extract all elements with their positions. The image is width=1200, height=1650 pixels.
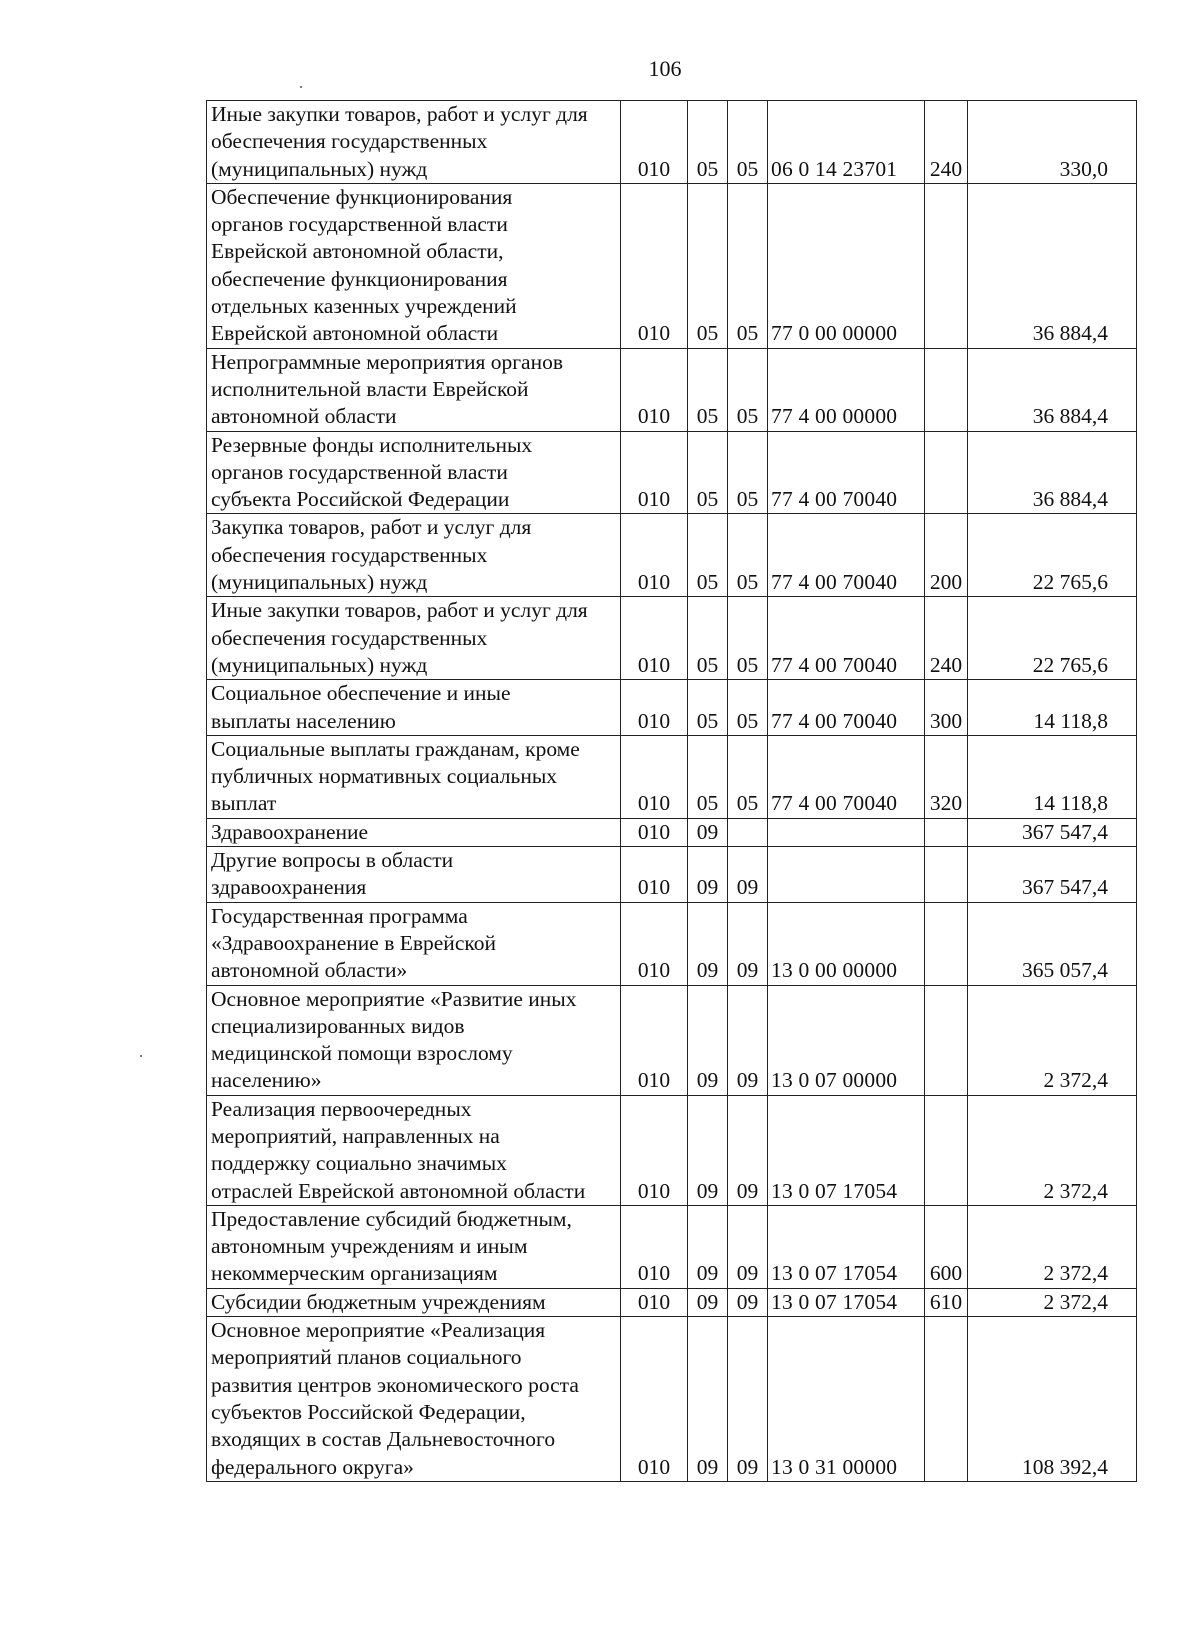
section-code-cell: 09 [688, 1205, 728, 1288]
row-name-cell: Основное мероприятие «Реализация мероприятий планов социального развития центров экономического роста субъектов Российской Федерации, входящих в состав Дальневосточного федерального округа» [207, 1317, 621, 1482]
table-row [207, 101, 1137, 184]
subsection-code-cell: 09 [728, 1288, 768, 1316]
expense-type-code-cell [925, 431, 968, 514]
expense-type-code-cell [925, 985, 968, 1095]
target-article-code-cell: 77 4 00 70040 [768, 680, 925, 736]
target-article-code-cell: 13 0 00 00000 [768, 902, 925, 985]
expense-type-code-cell [925, 902, 968, 985]
table-row [207, 1205, 1137, 1288]
department-code-cell: 010 [621, 902, 688, 985]
amount-cell: 365 057,4 [968, 902, 1137, 985]
row-name-cell: Социальные выплаты гражданам, кроме публичных нормативных социальных выплат [207, 735, 621, 818]
amount-cell: 22 765,6 [968, 597, 1137, 680]
section-code-cell: 05 [688, 514, 728, 597]
row-name-cell: Иные закупки товаров, работ и услуг для обеспечения государственных (муниципальных) нужд [207, 597, 621, 680]
target-article-code-cell: 13 0 07 00000 [768, 985, 925, 1095]
subsection-code-cell: 09 [728, 985, 768, 1095]
amount-cell: 2 372,4 [968, 1205, 1137, 1288]
expense-type-code-cell [925, 818, 968, 846]
table-row [207, 514, 1137, 597]
row-name-cell: Закупка товаров, работ и услуг для обеспечения государственных (муниципальных) нужд [207, 514, 621, 597]
amount-cell: 36 884,4 [968, 348, 1137, 431]
target-article-code-cell: 77 4 00 70040 [768, 514, 925, 597]
department-code-cell: 010 [621, 735, 688, 818]
amount-cell: 22 765,6 [968, 514, 1137, 597]
amount-cell: 2 372,4 [968, 985, 1137, 1095]
section-code-cell: 05 [688, 431, 728, 514]
row-name-cell: Реализация первоочередных мероприятий, направленных на поддержку социально значимых отраслей Еврейской автономной области [207, 1095, 621, 1205]
scan-speck [300, 86, 302, 88]
target-article-code-cell [768, 818, 925, 846]
department-code-cell: 010 [621, 101, 688, 184]
target-article-code-cell: 77 4 00 70040 [768, 735, 925, 818]
subsection-code-cell: 05 [728, 680, 768, 736]
section-code-cell: 05 [688, 101, 728, 184]
subsection-code-cell: 09 [728, 1317, 768, 1482]
table-row [207, 902, 1137, 985]
scan-speck [140, 1055, 142, 1057]
section-code-cell: 09 [688, 847, 728, 903]
row-name-cell: Государственная программа «Здравоохранение в Еврейской автономной области» [207, 902, 621, 985]
table-body [207, 101, 1137, 1482]
department-code-cell: 010 [621, 431, 688, 514]
row-name-cell: Здравоохранение [207, 818, 621, 846]
target-article-code-cell [768, 847, 925, 903]
table-row [207, 597, 1137, 680]
department-code-cell: 010 [621, 348, 688, 431]
section-code-cell: 09 [688, 1095, 728, 1205]
amount-cell: 2 372,4 [968, 1288, 1137, 1316]
amount-cell: 367 547,4 [968, 847, 1137, 903]
subsection-code-cell: 09 [728, 1095, 768, 1205]
section-code-cell: 05 [688, 735, 728, 818]
row-name-cell: Другие вопросы в области здравоохранения [207, 847, 621, 903]
subsection-code-cell: 05 [728, 183, 768, 348]
table-row [207, 431, 1137, 514]
expense-type-code-cell [925, 1095, 968, 1205]
expense-type-code-cell: 600 [925, 1205, 968, 1288]
expense-type-code-cell: 240 [925, 597, 968, 680]
section-code-cell: 05 [688, 680, 728, 736]
department-code-cell: 010 [621, 597, 688, 680]
page-number: 106 [648, 56, 682, 81]
section-code-cell: 09 [688, 985, 728, 1095]
expense-type-code-cell [925, 348, 968, 431]
table-row [207, 1288, 1137, 1316]
section-code-cell: 09 [688, 1317, 728, 1482]
amount-cell: 2 372,4 [968, 1095, 1137, 1205]
row-name-cell: Резервные фонды исполнительных органов государственной власти субъекта Российской Федерации [207, 431, 621, 514]
subsection-code-cell: 09 [728, 902, 768, 985]
subsection-code-cell: 09 [728, 847, 768, 903]
section-code-cell: 05 [688, 597, 728, 680]
department-code-cell: 010 [621, 818, 688, 846]
subsection-code-cell: 05 [728, 597, 768, 680]
subsection-code-cell: 09 [728, 1205, 768, 1288]
target-article-code-cell: 13 0 07 17054 [768, 1095, 925, 1205]
target-article-code-cell: 77 0 00 00000 [768, 183, 925, 348]
department-code-cell: 010 [621, 183, 688, 348]
amount-cell: 14 118,8 [968, 680, 1137, 736]
target-article-code-cell: 77 4 00 70040 [768, 597, 925, 680]
department-code-cell: 010 [621, 985, 688, 1095]
expense-type-code-cell [925, 1317, 968, 1482]
department-code-cell: 010 [621, 514, 688, 597]
table-row [207, 1095, 1137, 1205]
row-name-cell: Обеспечение функционирования органов государственной власти Еврейской автономной области, обеспечение функционирования отдельных казенных учреждений Еврейской автономной области [207, 183, 621, 348]
target-article-code-cell: 13 0 07 17054 [768, 1205, 925, 1288]
subsection-code-cell: 05 [728, 514, 768, 597]
department-code-cell: 010 [621, 1288, 688, 1316]
row-name-cell: Предоставление субсидий бюджетным, автономным учреждениям и иным некоммерческим организациям [207, 1205, 621, 1288]
department-code-cell: 010 [621, 847, 688, 903]
section-code-cell: 09 [688, 818, 728, 846]
section-code-cell: 09 [688, 1288, 728, 1316]
subsection-code-cell: 05 [728, 348, 768, 431]
amount-cell: 36 884,4 [968, 431, 1137, 514]
subsection-code-cell: 05 [728, 101, 768, 184]
table-row [207, 1317, 1137, 1482]
row-name-cell: Социальное обеспечение и иные выплаты населению [207, 680, 621, 736]
amount-cell: 108 392,4 [968, 1317, 1137, 1482]
expense-type-code-cell: 200 [925, 514, 968, 597]
section-code-cell: 05 [688, 348, 728, 431]
expense-type-code-cell: 320 [925, 735, 968, 818]
target-article-code-cell: 13 0 07 17054 [768, 1288, 925, 1316]
target-article-code-cell: 77 4 00 00000 [768, 348, 925, 431]
amount-cell: 330,0 [968, 101, 1137, 184]
subsection-code-cell [728, 818, 768, 846]
table-row [207, 847, 1137, 903]
target-article-code-cell: 77 4 00 70040 [768, 431, 925, 514]
table-row [207, 348, 1137, 431]
section-code-cell: 05 [688, 183, 728, 348]
amount-cell: 367 547,4 [968, 818, 1137, 846]
row-name-cell: Непрограммные мероприятия органов исполнительной власти Еврейской автономной области [207, 348, 621, 431]
table-row [207, 735, 1137, 818]
expense-type-code-cell: 610 [925, 1288, 968, 1316]
target-article-code-cell: 13 0 31 00000 [768, 1317, 925, 1482]
row-name-cell: Иные закупки товаров, работ и услуг для обеспечения государственных (муниципальных) нужд [207, 101, 621, 184]
section-code-cell: 09 [688, 902, 728, 985]
subsection-code-cell: 05 [728, 735, 768, 818]
row-name-cell: Основное мероприятие «Развитие иных специализированных видов медицинской помощи взрослому населению» [207, 985, 621, 1095]
department-code-cell: 010 [621, 1205, 688, 1288]
expense-type-code-cell [925, 847, 968, 903]
table-row [207, 985, 1137, 1095]
table-row [207, 680, 1137, 736]
expense-type-code-cell: 240 [925, 101, 968, 184]
subsection-code-cell: 05 [728, 431, 768, 514]
department-code-cell: 010 [621, 1095, 688, 1205]
department-code-cell: 010 [621, 680, 688, 736]
budget-table [206, 100, 1137, 1482]
row-name-cell: Субсидии бюджетным учреждениям [207, 1288, 621, 1316]
table-row [207, 818, 1137, 846]
expense-type-code-cell: 300 [925, 680, 968, 736]
department-code-cell: 010 [621, 1317, 688, 1482]
target-article-code-cell: 06 0 14 23701 [768, 101, 925, 184]
expense-type-code-cell [925, 183, 968, 348]
amount-cell: 36 884,4 [968, 183, 1137, 348]
amount-cell: 14 118,8 [968, 735, 1137, 818]
table-row [207, 183, 1137, 348]
